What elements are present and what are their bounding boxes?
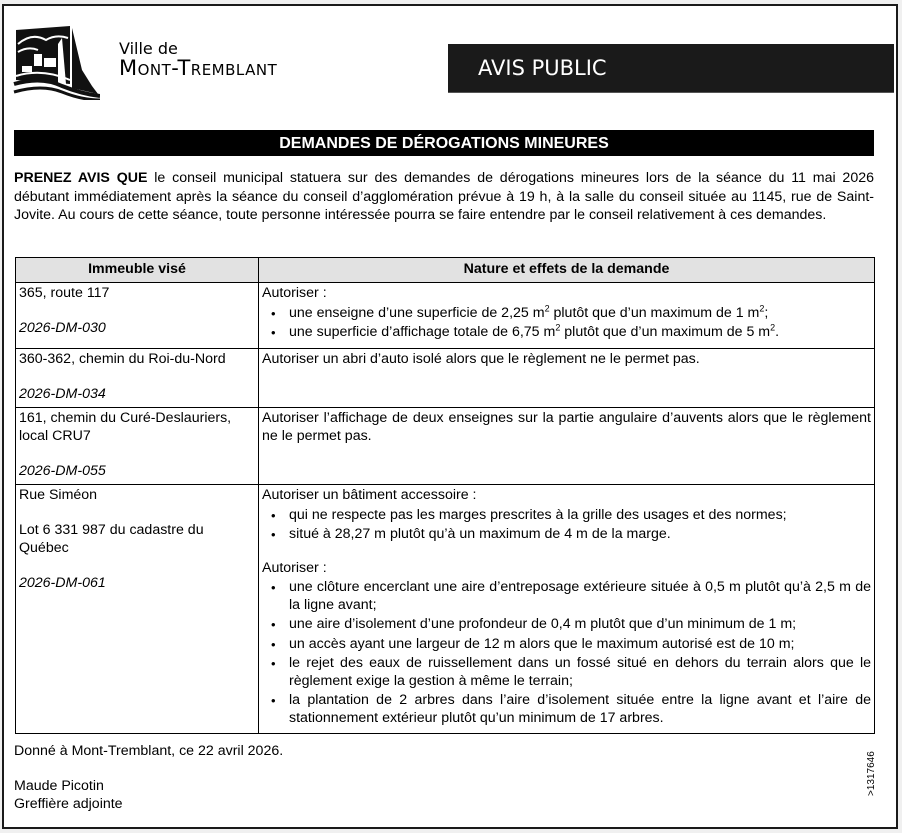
signatory-role: Greffière adjointe [14, 796, 123, 812]
public-notice [2, 4, 898, 829]
file-number: 2026-DM-061 [19, 574, 106, 591]
property-address: 161, chemin du Curé-Deslauriers, local CRU7 [19, 410, 232, 444]
file-number: 2026-DM-030 [19, 320, 106, 336]
list-item: • la plantation de 2 arbres dans l’aire d’isolement située entre la ligne avant et l’aire de stationnement extérieur plutôt qu’un minimum de 17 arbres. [289, 692, 871, 727]
file-number: 2026-DM-034 [19, 385, 106, 402]
property-cell [16, 348, 259, 408]
nature-cell [259, 485, 875, 734]
notice-title: DEMANDES DE DÉROGATIONS MINEURES [14, 130, 874, 156]
intro-paragraph [14, 169, 874, 225]
nature-cell [259, 283, 875, 349]
table-header-row [16, 258, 875, 283]
nature-cell: Autoriser l’affichage de deux enseignes sur la partie angulaire d’auvents alors que le règlement ne le permet pas. [259, 408, 875, 485]
brand-prefix: Ville de [119, 39, 178, 58]
nature-cell: Autoriser un abri d’auto isolé alors que le règlement ne le permet pas. [259, 348, 875, 408]
mont-tremblant-logo-icon [12, 24, 100, 100]
nature-intro: Autoriser : [262, 559, 327, 576]
signature-block [14, 777, 123, 813]
property-address: 365, route 117 [19, 285, 110, 301]
property-lot: Lot 6 331 987 du cadastre du Québec [19, 522, 204, 556]
table-row [16, 348, 875, 408]
list-item: • une aire d’isolement d’une profondeur de 0,4 m plutôt que d’un minimum de 1 m; [289, 616, 871, 634]
notice-type-label: AVIS PUBLIC [478, 56, 607, 80]
property-cell [16, 408, 259, 485]
nature-list [262, 579, 871, 727]
nature-list [262, 507, 871, 544]
property-cell [16, 283, 259, 349]
list-item: • une superficie d’affichage totale de 6,75 $m^2$ plutôt que d’un maximum de 5 $m^2$. [289, 324, 871, 342]
notice-type-banner [448, 44, 894, 93]
intro-text: le conseil municipal statuera sur des demandes de dérogations mineures lors de la séance du 11 mai 2026 débutant immédiatement après la séance du conseil d’agglomération prévue à 19 h, à la salle du conseil située au 1145, rue de Saint-Jovite. Au cours de cette séance, toute personne intéressée pourra se faire entendre par le conseil relativement à ces demandes. [14, 170, 874, 223]
nature-intro: Autoriser un bâtiment accessoire : [262, 487, 477, 503]
list-item: • une clôture encerclant une aire d’entreposage extérieure située à 0,5 m plutôt qu’à 2,5 m de la ligne avant; [289, 579, 871, 614]
list-item: • une enseigne d’une superficie de 2,25 $m^2$ plutôt que d’un maximum de 1 $m^2$; [289, 305, 871, 323]
brand-name: Mont-Tremblant [119, 56, 278, 80]
file-number: 2026-DM-055 [19, 462, 106, 479]
list-item: • le rejet des eaux de ruissellement dans un fossé situé en dehors du terrain alors que le règlement exige la gestion à même le terrain; [289, 655, 871, 690]
nature-list [262, 302, 871, 342]
signatory-name: Maude Picotin [14, 778, 104, 794]
list-item: • un accès ayant une largeur de 12 m alors que le maximum autorisé est de 10 m; [289, 636, 871, 654]
header-nature: Nature et effets de la demande [259, 258, 875, 283]
table-row [16, 283, 875, 349]
requests-table [15, 257, 875, 734]
intro-lead: PRENEZ AVIS QUE [14, 170, 148, 186]
property-address: Rue Siméon [19, 487, 98, 503]
reference-number: >1317646 [866, 751, 877, 796]
nature-intro: Autoriser : [262, 285, 327, 301]
given-at: Donné à Mont-Tremblant, ce 22 avril 2026. [14, 743, 284, 759]
property-address: 360-362, chemin du Roi-du-Nord [19, 350, 226, 367]
property-cell [16, 485, 259, 734]
table-row [16, 408, 875, 485]
list-item: • qui ne respecte pas les marges prescrites à la grille des usages et des normes; [289, 507, 871, 525]
header-property: Immeuble visé [16, 258, 259, 283]
list-item: • situé à 28,27 m plutôt qu’à un maximum de 4 m de la marge. [289, 526, 871, 544]
table-row [16, 485, 875, 734]
